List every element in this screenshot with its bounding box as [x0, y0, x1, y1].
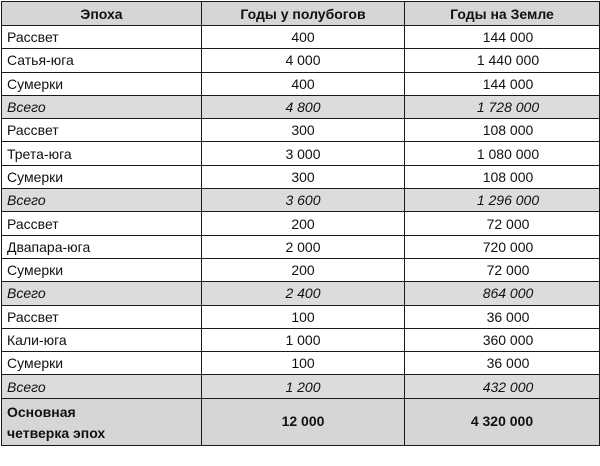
- grand-total-label: [2, 398, 202, 445]
- demigod-years-cell: 400: [202, 26, 405, 49]
- demigod-years-cell: 4 000: [202, 49, 405, 72]
- epoch-cell: Сумерки: [2, 165, 202, 188]
- earth-years-cell: 36 000: [405, 352, 600, 375]
- earth-years-cell: 72 000: [405, 212, 600, 235]
- earth-years-cell: 432 000: [405, 375, 600, 398]
- earth-years-cell: 36 000: [405, 305, 600, 328]
- demigod-years-cell: 2 400: [202, 282, 405, 305]
- header-epoch: Эпоха: [2, 2, 202, 26]
- epoch-cell: Рассвет: [2, 305, 202, 328]
- earth-years-cell: 1 728 000: [405, 95, 600, 118]
- table-row: [2, 212, 600, 235]
- table-row: [2, 352, 600, 375]
- grand-total-label-line1: Основная: [7, 403, 76, 420]
- epoch-cell: Двапара-юга: [2, 235, 202, 258]
- demigod-years-cell: 2 000: [202, 235, 405, 258]
- demigod-years-cell: 3 000: [202, 142, 405, 165]
- table-row: [2, 49, 600, 72]
- demigod-years-cell: 200: [202, 258, 405, 281]
- header-earth-years: Годы на Земле: [405, 2, 600, 26]
- epoch-cell: Сумерки: [2, 72, 202, 95]
- grand-total-demigod-years: 12 000: [202, 398, 405, 445]
- epoch-cell: Трета-юга: [2, 142, 202, 165]
- total-row: [2, 282, 600, 305]
- total-row: [2, 189, 600, 212]
- earth-years-cell: 144 000: [405, 26, 600, 49]
- header-demigod-years: Годы у полубогов: [202, 2, 405, 26]
- demigod-years-cell: 1 000: [202, 328, 405, 351]
- grand-total-label-line2: четверка эпох: [7, 424, 106, 441]
- demigod-years-cell: 3 600: [202, 189, 405, 212]
- epoch-cell: Сумерки: [2, 258, 202, 281]
- table-row: [2, 165, 600, 188]
- yuga-table: [1, 1, 600, 446]
- earth-years-cell: 144 000: [405, 72, 600, 95]
- epoch-cell: Всего: [2, 95, 202, 118]
- demigod-years-cell: 400: [202, 72, 405, 95]
- earth-years-cell: 108 000: [405, 119, 600, 142]
- grand-total-row: [2, 398, 600, 445]
- earth-years-cell: 864 000: [405, 282, 600, 305]
- table-row: [2, 142, 600, 165]
- table-row: [2, 235, 600, 258]
- epoch-cell: Сумерки: [2, 352, 202, 375]
- table-row: [2, 72, 600, 95]
- demigod-years-cell: 100: [202, 305, 405, 328]
- header-row: [2, 2, 600, 26]
- epoch-cell: Рассвет: [2, 212, 202, 235]
- earth-years-cell: 72 000: [405, 258, 600, 281]
- earth-years-cell: 720 000: [405, 235, 600, 258]
- demigod-years-cell: 300: [202, 165, 405, 188]
- demigod-years-cell: 100: [202, 352, 405, 375]
- demigod-years-cell: 200: [202, 212, 405, 235]
- grand-total-earth-years: 4 320 000: [405, 398, 600, 445]
- epoch-cell: Всего: [2, 375, 202, 398]
- table-body: [2, 26, 600, 399]
- epoch-cell: Рассвет: [2, 26, 202, 49]
- epoch-cell: Всего: [2, 189, 202, 212]
- epoch-cell: Сатья-юга: [2, 49, 202, 72]
- earth-years-cell: 1 440 000: [405, 49, 600, 72]
- earth-years-cell: 1 296 000: [405, 189, 600, 212]
- demigod-years-cell: 1 200: [202, 375, 405, 398]
- demigod-years-cell: 300: [202, 119, 405, 142]
- epoch-cell: Рассвет: [2, 119, 202, 142]
- earth-years-cell: 360 000: [405, 328, 600, 351]
- epoch-cell: Кали-юга: [2, 328, 202, 351]
- table-row: [2, 119, 600, 142]
- table-row: [2, 328, 600, 351]
- table-row: [2, 305, 600, 328]
- total-row: [2, 95, 600, 118]
- earth-years-cell: 1 080 000: [405, 142, 600, 165]
- earth-years-cell: 108 000: [405, 165, 600, 188]
- table-row: [2, 26, 600, 49]
- epoch-cell: Всего: [2, 282, 202, 305]
- demigod-years-cell: 4 800: [202, 95, 405, 118]
- total-row: [2, 375, 600, 398]
- table-row: [2, 258, 600, 281]
